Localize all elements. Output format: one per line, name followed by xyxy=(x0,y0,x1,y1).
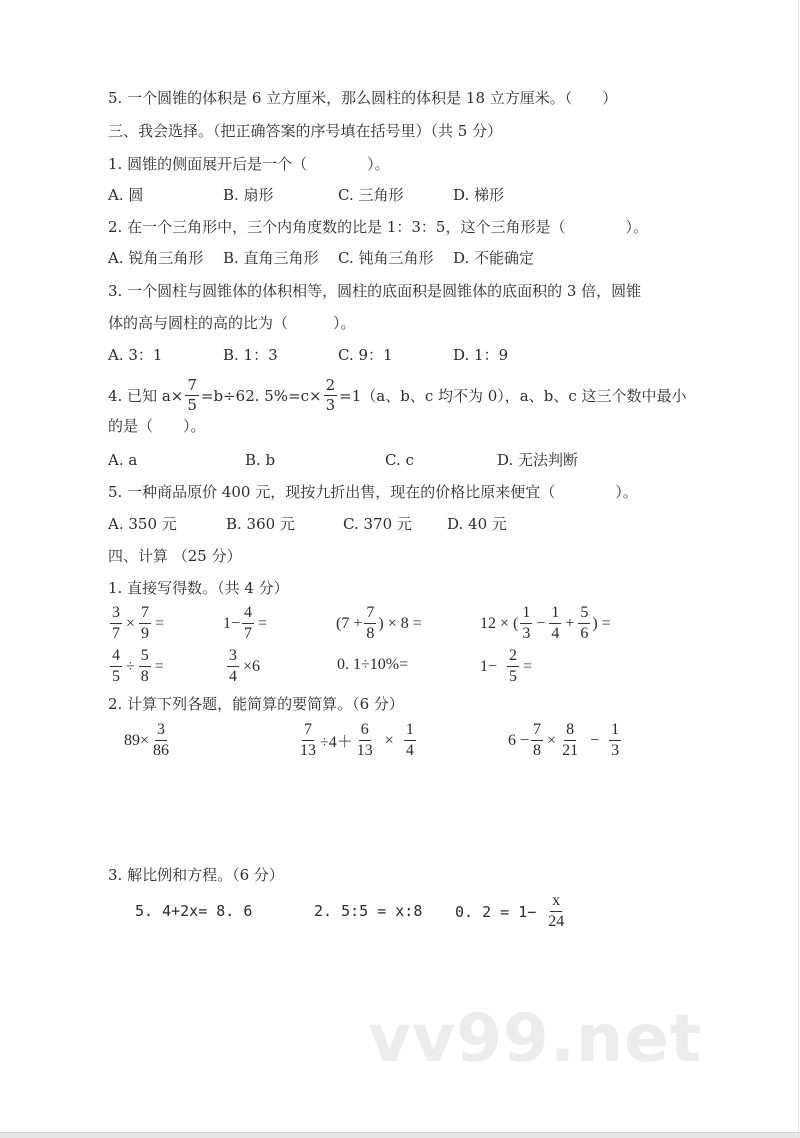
q5-option-b: B. 360 元 xyxy=(226,515,295,533)
choice-question-4-line1 xyxy=(108,378,687,413)
calc-part-3-title: 3. 解比例和方程。（6 分） xyxy=(108,866,284,884)
calc-1d: 12 × ( $\frac{1}{3}$ − $\frac{1}{4}$ + $\frac{5}{6}$ ) = xyxy=(480,604,611,642)
calc-2b: $\frac{7}{13}$ ÷4＋ $\frac{6}{13}$ × $\frac{1}{4}$ xyxy=(300,721,414,759)
calc-1c: (7 + $\frac{7}{8}$ ) × 8 = xyxy=(336,604,422,642)
calc-2a: 89× $\frac{3}{86}$ xyxy=(124,721,170,759)
q1-option-c: C. 三角形 xyxy=(338,186,404,204)
q4-fraction-1: $\frac{7}{5}$ xyxy=(187,376,197,414)
judgement-question-5: 5. 一个圆锥的体积是 6 立方厘米，那么圆柱的体积是 18 立方厘米。（ ） xyxy=(108,89,618,107)
choice-question-3-line1: 3. 一个圆柱与圆锥体的体积相等，圆柱的底面积是圆锥体的底面积的 3 倍，圆锥 xyxy=(108,282,642,300)
q2-option-d: D. 不能确定 xyxy=(453,249,535,267)
q3-option-a: A. 3：1 xyxy=(108,346,163,364)
watermark: vv99.net xyxy=(368,1000,703,1077)
q4-option-a: A. a xyxy=(108,451,138,469)
calc-1e: $\frac{4}{5}$ ÷ $\frac{5}{8}$ = xyxy=(112,647,164,685)
q1-option-a: A. 圆 xyxy=(108,186,144,204)
choice-question-1: 1. 圆锥的侧面展开后是一个（ ）。 xyxy=(108,155,390,173)
q5-option-d: D. 40 元 xyxy=(447,515,507,533)
q5-option-c: C. 370 元 xyxy=(343,515,412,533)
equation-a: 5. 4+2x= 8. 6 xyxy=(135,902,253,920)
choice-question-3-line2: 体的高与圆柱的高的比为（ ）。 xyxy=(108,314,356,332)
q2-option-b: B. 直角三角形 xyxy=(223,249,319,267)
choice-question-2: 2. 在一个三角形中，三个内角度数的比是 1：3：5，这个三角形是（ ）。 xyxy=(108,218,648,236)
choice-question-5: 5. 一种商品原价 400 元，现按九折出售，现在的价格比原来便宜（ ）。 xyxy=(108,483,638,501)
equation-c: 0. 2 = 1− $\frac{x}{24}$ xyxy=(455,892,565,930)
calc-1a: $\frac{3}{7}$ × $\frac{7}{9}$ = xyxy=(112,604,165,642)
q1-option-d: D. 梯形 xyxy=(453,186,505,204)
calc-part-2-title: 2. 计算下列各题，能简算的要简算。（6 分） xyxy=(108,695,404,713)
calc-1g: 0. 1÷10%= xyxy=(337,656,409,673)
page-bottom-edge xyxy=(0,1132,800,1138)
calc-1b: 1− $\frac{4}{7}$ = xyxy=(223,604,268,642)
q1-option-b: B. 扇形 xyxy=(223,186,274,204)
calc-1h: 1− $\frac{2}{5}$ = xyxy=(480,647,533,685)
q4-option-b: B. b xyxy=(245,451,276,469)
calc-part-1-title: 1. 直接写得数。（共 4 分） xyxy=(108,579,289,597)
q5-option-a: A. 350 元 xyxy=(108,515,177,533)
q3-option-b: B. 1：3 xyxy=(223,346,278,364)
choice-question-4-line2: 的是（ ）。 xyxy=(108,417,206,435)
q3-option-c: C. 9：1 xyxy=(338,346,393,364)
q2-option-a: A. 锐角三角形 xyxy=(108,249,204,267)
equation-b: 2. 5:5 = x:8 xyxy=(314,902,423,920)
q4-suffix: =1（a、b、c 均不为 0），a、b、c 这三个数中最小 xyxy=(339,386,687,405)
calc-1f: $\frac{3}{4}$ ×6 xyxy=(229,647,261,685)
q4-prefix: 4. 已知 a× xyxy=(108,386,184,405)
calc-2c: 6 − $\frac{7}{8}$ × $\frac{8}{21}$ − $\frac{1}{3}$ xyxy=(508,721,620,759)
q4-option-c: C. c xyxy=(385,451,414,469)
q2-option-c: C. 钝角三角形 xyxy=(338,249,434,267)
q3-option-d: D. 1：9 xyxy=(453,346,509,364)
section-4-title: 四、计算 （25 分） xyxy=(108,547,242,565)
q4-fraction-2: $\frac{2}{3}$ xyxy=(325,376,336,414)
section-3-title: 三、我会选择。（把正确答案的序号填在括号里）（共 5 分） xyxy=(108,122,503,140)
q4-option-d: D. 无法判断 xyxy=(497,451,579,469)
q4-middle: =b÷62. 5%=c× xyxy=(200,386,322,405)
